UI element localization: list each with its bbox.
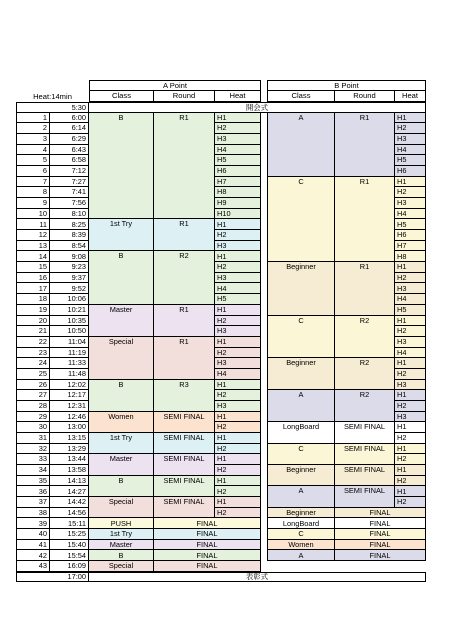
row-number: 37 xyxy=(16,497,50,508)
row-time: 7:27 xyxy=(50,177,89,188)
a-heat-cell: H1 xyxy=(215,305,261,316)
b-class-cell: C xyxy=(267,177,335,262)
row-time: 8:54 xyxy=(50,241,89,252)
b-heat-cell: H8 xyxy=(395,251,426,262)
a-final-class: B xyxy=(89,550,154,561)
opening-ceremony-label: 開会式 xyxy=(89,102,426,113)
row-time: 13:15 xyxy=(50,433,89,444)
row-number: 9 xyxy=(16,198,50,209)
row-number: 27 xyxy=(16,390,50,401)
b-class-cell: A xyxy=(267,486,335,507)
b-round-cell: R1 xyxy=(335,113,395,177)
a-heat-cell: H4 xyxy=(215,369,261,380)
closing-ceremony-label: 表彰式 xyxy=(89,572,426,583)
b-heat-cell: H2 xyxy=(395,369,426,380)
b-heat-cell: H3 xyxy=(395,134,426,145)
row-number: 39 xyxy=(16,518,50,529)
a-class-cell: 1st Try xyxy=(89,219,154,251)
a-heat-cell: H3 xyxy=(215,326,261,337)
b-heat-cell: H2 xyxy=(395,454,426,465)
a-heat-header: Heat xyxy=(215,91,261,102)
a-heat-cell: H7 xyxy=(215,177,261,188)
a-heat-cell: H5 xyxy=(215,294,261,305)
row-number: 31 xyxy=(16,433,50,444)
b-heat-cell: H4 xyxy=(395,145,426,156)
b-round-cell: R1 xyxy=(335,262,395,315)
row-number: 12 xyxy=(16,230,50,241)
row-time: 9:23 xyxy=(50,262,89,273)
a-heat-cell: H3 xyxy=(215,401,261,412)
row-number: 18 xyxy=(16,294,50,305)
row-number: 42 xyxy=(16,550,50,561)
b-heat-cell: H6 xyxy=(395,230,426,241)
a-round-header: Round xyxy=(154,91,215,102)
b-heat-cell: H4 xyxy=(395,294,426,305)
b-class-header: Class xyxy=(267,91,335,102)
b-heat-cell: H3 xyxy=(395,198,426,209)
b-heat-cell: H3 xyxy=(395,412,426,423)
a-heat-cell: H1 xyxy=(215,251,261,262)
a-final-class: 1st Try xyxy=(89,529,154,540)
row-time: 11:33 xyxy=(50,358,89,369)
b-heat-cell: H4 xyxy=(395,209,426,220)
a-class-cell: Master xyxy=(89,454,154,475)
row-number: 5 xyxy=(16,155,50,166)
b-heat-cell: H1 xyxy=(395,177,426,188)
a-round-cell: R3 xyxy=(154,380,215,412)
a-heat-cell: H8 xyxy=(215,187,261,198)
b-heat-cell: H1 xyxy=(395,465,426,476)
b-heat-cell: H3 xyxy=(395,380,426,391)
b-round-cell: SEMI FINAL xyxy=(335,465,395,486)
row-number: 28 xyxy=(16,401,50,412)
a-final-round: FINAL xyxy=(154,540,261,551)
a-class-cell: Special xyxy=(89,497,154,518)
row-time: 7:12 xyxy=(50,166,89,177)
a-heat-cell: H2 xyxy=(215,465,261,476)
a-heat-cell: H10 xyxy=(215,209,261,220)
b-heat-cell: H2 xyxy=(395,433,426,444)
row-number: 10 xyxy=(16,209,50,220)
row-time: 12:02 xyxy=(50,380,89,391)
a-heat-cell: H3 xyxy=(215,134,261,145)
row-time: 12:31 xyxy=(50,401,89,412)
row-time: 11:48 xyxy=(50,369,89,380)
b-final-class: Women xyxy=(267,540,335,551)
a-heat-cell: H1 xyxy=(215,497,261,508)
a-class-cell: B xyxy=(89,251,154,304)
b-class-cell: Beginner xyxy=(267,465,335,486)
a-heat-cell: H1 xyxy=(215,476,261,487)
row-time: 11:19 xyxy=(50,348,89,359)
a-heat-cell: H2 xyxy=(215,348,261,359)
b-heat-cell: H3 xyxy=(395,283,426,294)
row-time: 7:41 xyxy=(50,187,89,198)
row-number: 3 xyxy=(16,134,50,145)
b-class-cell: LongBoard xyxy=(267,422,335,443)
row-time: 13:00 xyxy=(50,422,89,433)
a-heat-cell: H2 xyxy=(215,508,261,519)
a-class-cell: Special xyxy=(89,337,154,380)
b-heat-cell: H2 xyxy=(395,476,426,487)
b-point-title: B Point xyxy=(267,80,426,91)
row-time: 6:29 xyxy=(50,134,89,145)
b-class-cell: Beginner xyxy=(267,358,335,390)
a-heat-cell: H2 xyxy=(215,262,261,273)
row-time: 12:17 xyxy=(50,390,89,401)
row-number: 1 xyxy=(16,113,50,124)
a-final-round: FINAL xyxy=(154,561,261,572)
row-time: 8:10 xyxy=(50,209,89,220)
a-class-header: Class xyxy=(89,91,154,102)
row-number: 26 xyxy=(16,380,50,391)
b-class-cell: C xyxy=(267,444,335,465)
row-time: 12:46 xyxy=(50,412,89,423)
a-heat-cell: H2 xyxy=(215,230,261,241)
b-heat-cell: H5 xyxy=(395,305,426,316)
b-final-class: LongBoard xyxy=(267,518,335,529)
row-time: 11:04 xyxy=(50,337,89,348)
row-time: 13:58 xyxy=(50,465,89,476)
a-heat-cell: H1 xyxy=(215,219,261,230)
row-number: 40 xyxy=(16,529,50,540)
b-heat-cell: H1 xyxy=(395,316,426,327)
row-time: 13:29 xyxy=(50,444,89,455)
row-time: 13:44 xyxy=(50,454,89,465)
row-number: 41 xyxy=(16,540,50,551)
a-heat-cell: H4 xyxy=(215,145,261,156)
a-heat-cell: H2 xyxy=(215,390,261,401)
row-number: 24 xyxy=(16,358,50,369)
row-time: 10:21 xyxy=(50,305,89,316)
row-time: 14:27 xyxy=(50,486,89,497)
a-class-cell: B xyxy=(89,380,154,412)
row-time: 6:00 xyxy=(50,113,89,124)
a-class-cell: Women xyxy=(89,412,154,433)
b-final-class: A xyxy=(267,550,335,561)
b-heat-cell: H4 xyxy=(395,348,426,359)
b-heat-header: Heat xyxy=(395,91,426,102)
b-round-cell: R2 xyxy=(335,358,395,390)
row-number: 43 xyxy=(16,561,50,572)
a-heat-cell: H1 xyxy=(215,113,261,124)
a-round-cell: R1 xyxy=(154,305,215,337)
row-time: 14:13 xyxy=(50,476,89,487)
a-heat-cell: H1 xyxy=(215,454,261,465)
b-class-cell: A xyxy=(267,113,335,177)
a-class-cell: B xyxy=(89,476,154,497)
row-number: 6 xyxy=(16,166,50,177)
b-heat-cell: H2 xyxy=(395,123,426,134)
b-final-round: FINAL xyxy=(335,518,426,529)
row-number: 25 xyxy=(16,369,50,380)
b-heat-cell: H1 xyxy=(395,262,426,273)
a-round-cell: R1 xyxy=(154,113,215,220)
row-time: 15:11 xyxy=(50,518,89,529)
row-time: 10:35 xyxy=(50,316,89,327)
row-number: 16 xyxy=(16,273,50,284)
a-heat-cell: H3 xyxy=(215,358,261,369)
row-number: 2 xyxy=(16,123,50,134)
b-heat-cell: H1 xyxy=(395,390,426,401)
row-number: 32 xyxy=(16,444,50,455)
row-time: 10:50 xyxy=(50,326,89,337)
a-round-cell: SEMI FINAL xyxy=(154,412,215,433)
b-heat-cell: H1 xyxy=(395,358,426,369)
b-heat-cell: H1 xyxy=(395,422,426,433)
row-number: 22 xyxy=(16,337,50,348)
row-number: 34 xyxy=(16,465,50,476)
b-heat-cell: H5 xyxy=(395,219,426,230)
a-class-cell: 1st Try xyxy=(89,433,154,454)
row-number: 20 xyxy=(16,316,50,327)
row-number: 11 xyxy=(16,219,50,230)
b-heat-cell: H1 xyxy=(395,113,426,124)
a-heat-cell: H5 xyxy=(215,155,261,166)
b-heat-cell: H7 xyxy=(395,241,426,252)
row-number: 33 xyxy=(16,454,50,465)
row-number: 19 xyxy=(16,305,50,316)
opening-time: 5:30 xyxy=(16,102,89,113)
a-round-cell: R2 xyxy=(154,251,215,304)
row-number: 15 xyxy=(16,262,50,273)
a-heat-cell: H2 xyxy=(215,422,261,433)
a-heat-cell: H3 xyxy=(215,273,261,284)
row-time: 6:58 xyxy=(50,155,89,166)
a-heat-cell: H2 xyxy=(215,444,261,455)
a-round-cell: SEMI FINAL xyxy=(154,497,215,518)
row-time: 8:25 xyxy=(50,219,89,230)
row-time: 9:37 xyxy=(50,273,89,284)
b-heat-cell: H2 xyxy=(395,326,426,337)
b-heat-cell: H2 xyxy=(395,401,426,412)
row-time: 15:40 xyxy=(50,540,89,551)
a-round-cell: SEMI FINAL xyxy=(154,433,215,454)
b-final-round: FINAL xyxy=(335,550,426,561)
row-number: 38 xyxy=(16,508,50,519)
a-final-class: Master xyxy=(89,540,154,551)
row-number: 23 xyxy=(16,348,50,359)
a-class-cell: Master xyxy=(89,305,154,337)
b-heat-cell: H1 xyxy=(395,486,426,497)
row-time: 15:54 xyxy=(50,550,89,561)
a-round-cell: R1 xyxy=(154,219,215,251)
a-heat-cell: H2 xyxy=(215,486,261,497)
b-round-cell: R2 xyxy=(335,390,395,422)
a-heat-cell: H6 xyxy=(215,166,261,177)
row-time: 9:52 xyxy=(50,283,89,294)
a-final-class: Special xyxy=(89,561,154,572)
a-round-cell: SEMI FINAL xyxy=(154,476,215,497)
row-number: 13 xyxy=(16,241,50,252)
b-round-cell: R2 xyxy=(335,316,395,359)
row-number: 36 xyxy=(16,486,50,497)
row-number: 21 xyxy=(16,326,50,337)
b-final-round: FINAL xyxy=(335,508,426,519)
a-final-round: FINAL xyxy=(154,529,261,540)
row-number: 17 xyxy=(16,283,50,294)
b-final-class: C xyxy=(267,529,335,540)
a-round-cell: SEMI FINAL xyxy=(154,454,215,475)
row-time: 16:09 xyxy=(50,561,89,572)
a-final-class: PUSH xyxy=(89,518,154,529)
heat-duration-label: Heat:14min xyxy=(33,91,72,101)
a-final-round: FINAL xyxy=(154,518,261,529)
a-final-round: FINAL xyxy=(154,550,261,561)
b-heat-cell: H6 xyxy=(395,166,426,177)
b-class-cell: Beginner xyxy=(267,262,335,315)
b-round-cell: R1 xyxy=(335,177,395,262)
row-time: 9:08 xyxy=(50,251,89,262)
row-time: 14:42 xyxy=(50,497,89,508)
b-round-cell: SEMI FINAL xyxy=(335,444,395,465)
b-round-header: Round xyxy=(335,91,395,102)
b-class-cell: C xyxy=(267,316,335,359)
b-heat-cell: H5 xyxy=(395,155,426,166)
row-time: 8:39 xyxy=(50,230,89,241)
row-number: 29 xyxy=(16,412,50,423)
a-round-cell: R1 xyxy=(154,337,215,380)
row-number: 30 xyxy=(16,422,50,433)
row-time: 10:06 xyxy=(50,294,89,305)
a-heat-cell: H1 xyxy=(215,412,261,423)
a-heat-cell: H2 xyxy=(215,123,261,134)
row-time: 15:25 xyxy=(50,529,89,540)
a-heat-cell: H2 xyxy=(215,316,261,327)
b-heat-cell: H3 xyxy=(395,337,426,348)
row-number: 7 xyxy=(16,177,50,188)
row-time: 6:43 xyxy=(50,145,89,156)
a-heat-cell: H4 xyxy=(215,283,261,294)
row-number: 35 xyxy=(16,476,50,487)
b-final-round: FINAL xyxy=(335,540,426,551)
a-heat-cell: H1 xyxy=(215,380,261,391)
b-class-cell: A xyxy=(267,390,335,422)
b-final-class: Beginner xyxy=(267,508,335,519)
b-heat-cell: H2 xyxy=(395,187,426,198)
row-number: 14 xyxy=(16,251,50,262)
row-time: 7:56 xyxy=(50,198,89,209)
a-class-cell: B xyxy=(89,113,154,220)
row-time: 6:14 xyxy=(50,123,89,134)
b-round-cell: SEMI FINAL xyxy=(335,486,395,507)
row-number: 4 xyxy=(16,145,50,156)
row-time: 14:56 xyxy=(50,508,89,519)
a-heat-cell: H1 xyxy=(215,337,261,348)
b-round-cell: SEMI FINAL xyxy=(335,422,395,443)
closing-time: 17:00 xyxy=(16,572,89,583)
a-heat-cell: H3 xyxy=(215,241,261,252)
b-heat-cell: H1 xyxy=(395,444,426,455)
row-number: 8 xyxy=(16,187,50,198)
a-heat-cell: H9 xyxy=(215,198,261,209)
b-heat-cell: H2 xyxy=(395,273,426,284)
b-final-round: FINAL xyxy=(335,529,426,540)
b-heat-cell: H2 xyxy=(395,497,426,508)
a-point-title: A Point xyxy=(89,80,261,91)
a-heat-cell: H1 xyxy=(215,433,261,444)
